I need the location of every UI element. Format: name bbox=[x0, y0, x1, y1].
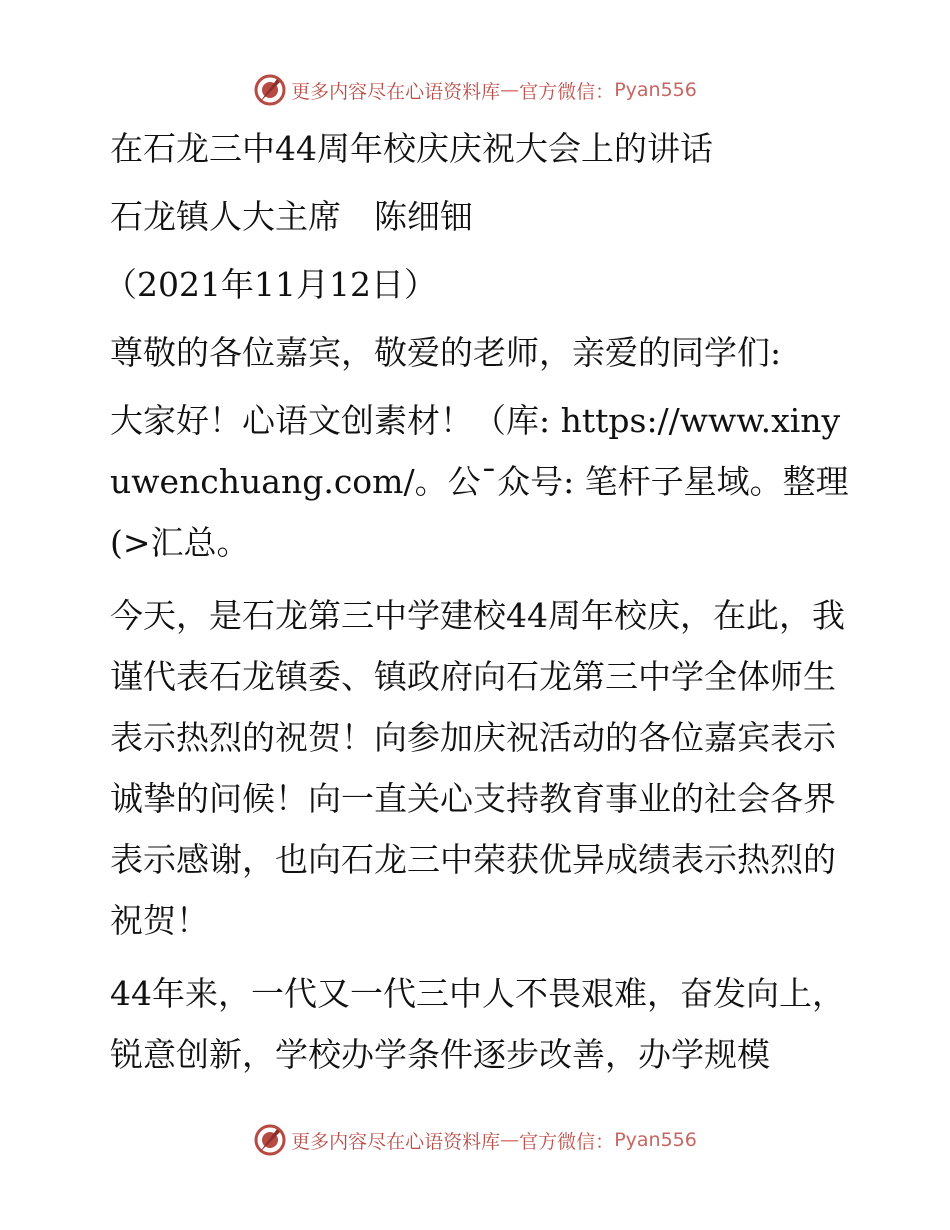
paragraph: 大家好！心语文创素材！（库: https://www.xinyuwenchuang.com/。公¯众号: 笔杆子星域。整理(>汇总。 bbox=[110, 401, 849, 562]
watermark-header bbox=[0, 70, 950, 110]
watermark-main-text: 更多内容尽在心语资料库 bbox=[291, 80, 501, 103]
document-title: 在石龙三中44周年校庆庆祝大会上的讲话 bbox=[110, 129, 713, 168]
watermark-footer bbox=[0, 1120, 950, 1160]
watermark-separator: — bbox=[500, 79, 520, 101]
speaker-line: 石龙镇人大主席 陈细钿 bbox=[110, 197, 473, 236]
watermark-separator: — bbox=[500, 1129, 520, 1151]
watermark-wechat-id: Pyan556 bbox=[614, 79, 697, 101]
watermark-main-text: 更多内容尽在心语资料库 bbox=[291, 1130, 501, 1153]
date-line: （2021年11月12日） bbox=[104, 265, 437, 304]
red-quill-logo-icon bbox=[253, 1123, 287, 1157]
document-body bbox=[96, 118, 856, 1097]
salutation: 尊敬的各位嘉宾，敬爱的老师，亲爱的同学们: bbox=[110, 333, 782, 372]
watermark-wechat-id: Pyan556 bbox=[614, 1129, 697, 1151]
paragraph: 今天，是石龙第三中学建校44周年校庆，在此，我谨代表石龙镇委、镇政府向石龙第三中学全体师生表示热烈的祝贺！向参加庆祝活动的各位嘉宾表示诚挚的问候！向一直关心支持教育事业的社会各界表示感谢，也向石龙三中荣获优异成绩表示热烈的祝贺！ bbox=[110, 596, 845, 940]
watermark-wechat-label: 官方微信： bbox=[519, 1130, 615, 1153]
red-quill-logo-icon bbox=[253, 73, 287, 107]
watermark-wechat-label: 官方微信： bbox=[519, 80, 615, 103]
paragraph: 44年来，一代又一代三中人不畏艰难，奋发向上，锐意创新，学校办学条件逐步改善，办学规模 bbox=[110, 974, 845, 1074]
